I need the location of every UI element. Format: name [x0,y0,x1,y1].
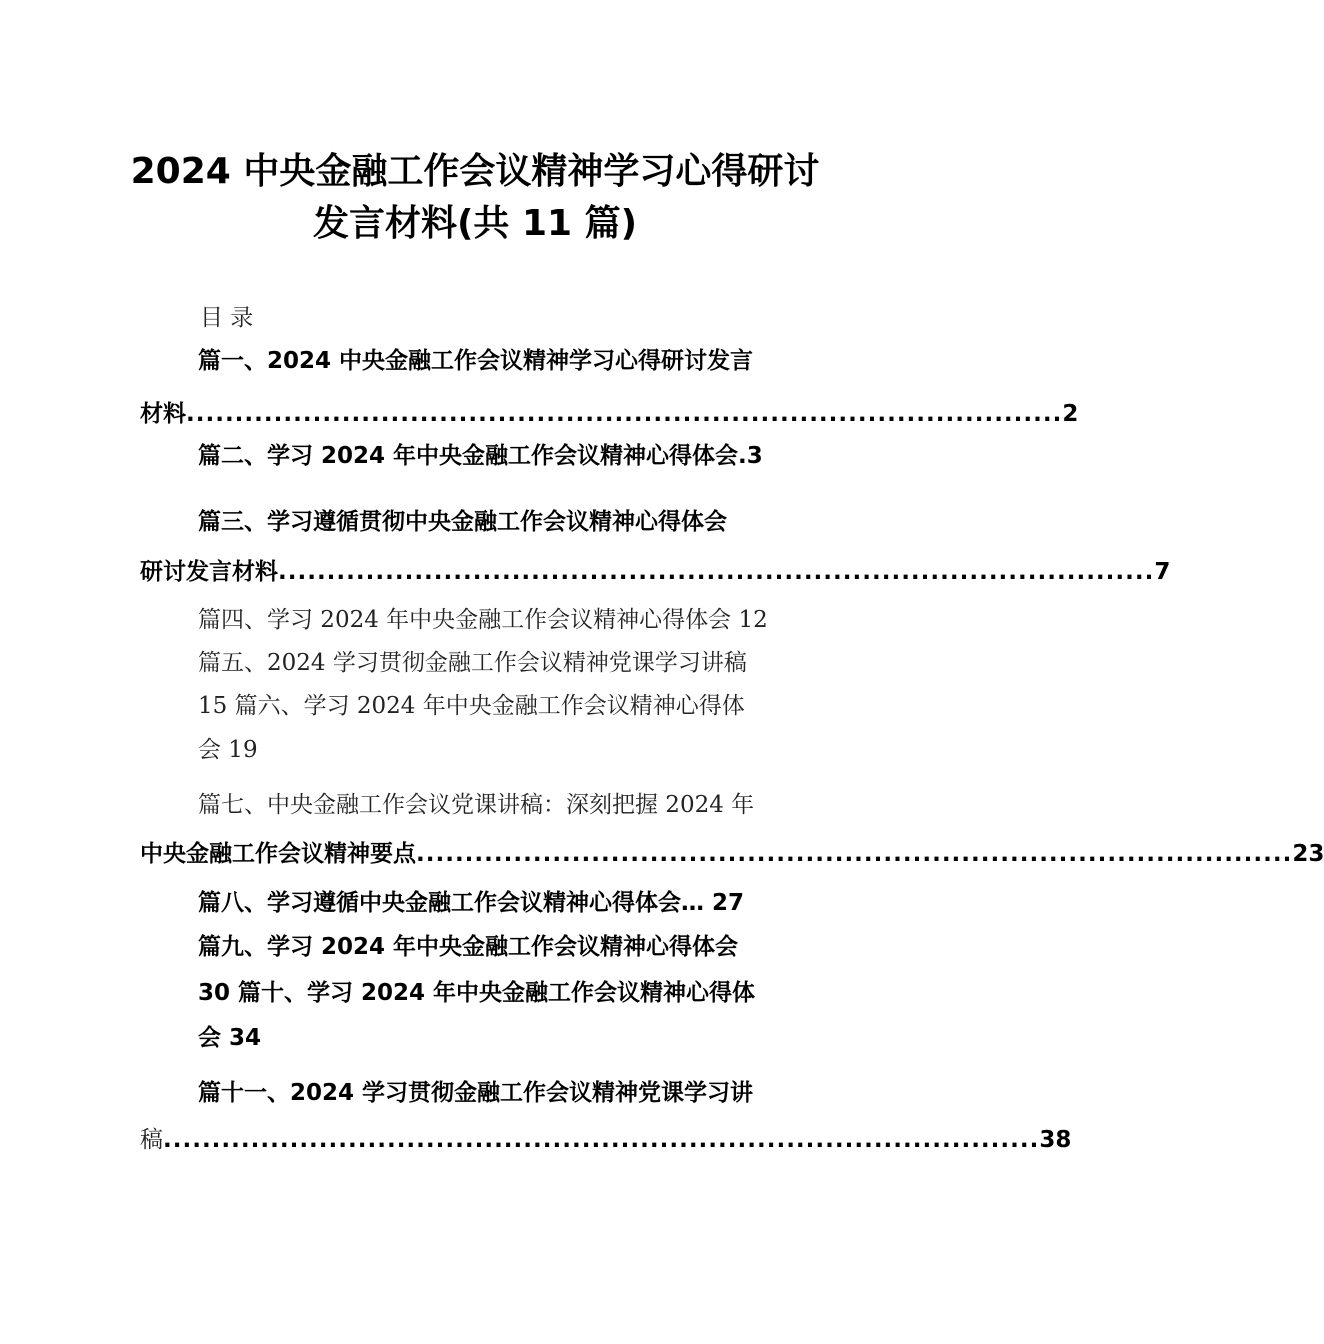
toc-entry-1-leader: .......................................................................................... [186,401,1063,427]
toc-entry-1-line-2[interactable] [140,398,1079,430]
toc-entry-3-page: 7 [1154,559,1171,585]
toc-entry-11-line-2[interactable] [140,1124,1072,1156]
toc-entry-9-line-3[interactable]: 会 34 [198,1025,262,1051]
toc-entry-5-line-2[interactable]: 15 篇六、学习 2024 年中央金融工作会议精神心得体 [198,693,745,719]
document-title-line-1: 2024 中央金融工作会议精神学习心得研讨 [130,151,820,192]
toc-entry-11-page: 38 [1039,1127,1072,1153]
toc-entry-7-line-2[interactable] [140,838,1324,870]
toc-entry-7-line-1[interactable]: 篇七、中央金融工作会议党课讲稿：深刻把握 2024 年 [198,792,755,818]
toc-entry-8[interactable]: 篇八、学习遵循中央金融工作会议精神心得体会… 27 [198,890,745,916]
toc-entry-7-label: 中央金融工作会议精神要点 [140,841,416,867]
toc-entry-11-label: 稿 [140,1127,163,1153]
toc-heading: 目 录 [200,305,254,331]
toc-entry-1-page: 2 [1062,401,1079,427]
toc-entry-5-line-3[interactable]: 会 19 [198,737,258,763]
toc-entry-3-label: 研讨发言材料 [140,559,278,585]
toc-entry-9-line-1[interactable]: 篇九、学习 2024 年中央金融工作会议精神心得体会 [198,934,739,960]
toc-entry-11-line-1[interactable]: 篇十一、2024 学习贯彻金融工作会议精神党课学习讲 [198,1080,754,1106]
toc-entry-2[interactable]: 篇二、学习 2024 年中央金融工作会议精神心得体会.3 [198,443,763,469]
toc-entry-3-leader: .......................................................................................... [278,559,1155,585]
toc-entry-11-leader: .......................................................................................... [163,1127,1040,1153]
toc-entry-9-line-2[interactable]: 30 篇十、学习 2024 年中央金融工作会议精神心得体 [198,980,756,1006]
document-title-line-2: 发言材料(共 11 篇) [312,203,638,244]
toc-entry-3-line-2[interactable] [140,556,1171,588]
toc-entry-1-line-1[interactable]: 篇一、2024 中央金融工作会议精神学习心得研讨发言 [198,348,754,374]
toc-entry-1-label: 材料 [140,401,186,427]
toc-entry-7-page: 23 [1292,841,1324,867]
toc-entry-4[interactable]: 篇四、学习 2024 年中央金融工作会议精神心得体会 12 [198,607,768,633]
toc-entry-3-line-1[interactable]: 篇三、学习遵循贯彻中央金融工作会议精神心得体会 [198,509,727,535]
toc-entry-7-leader: .......................................................................................... [416,841,1293,867]
toc-entry-5-line-1[interactable]: 篇五、2024 学习贯彻金融工作会议精神党课学习讲稿 [198,650,747,676]
